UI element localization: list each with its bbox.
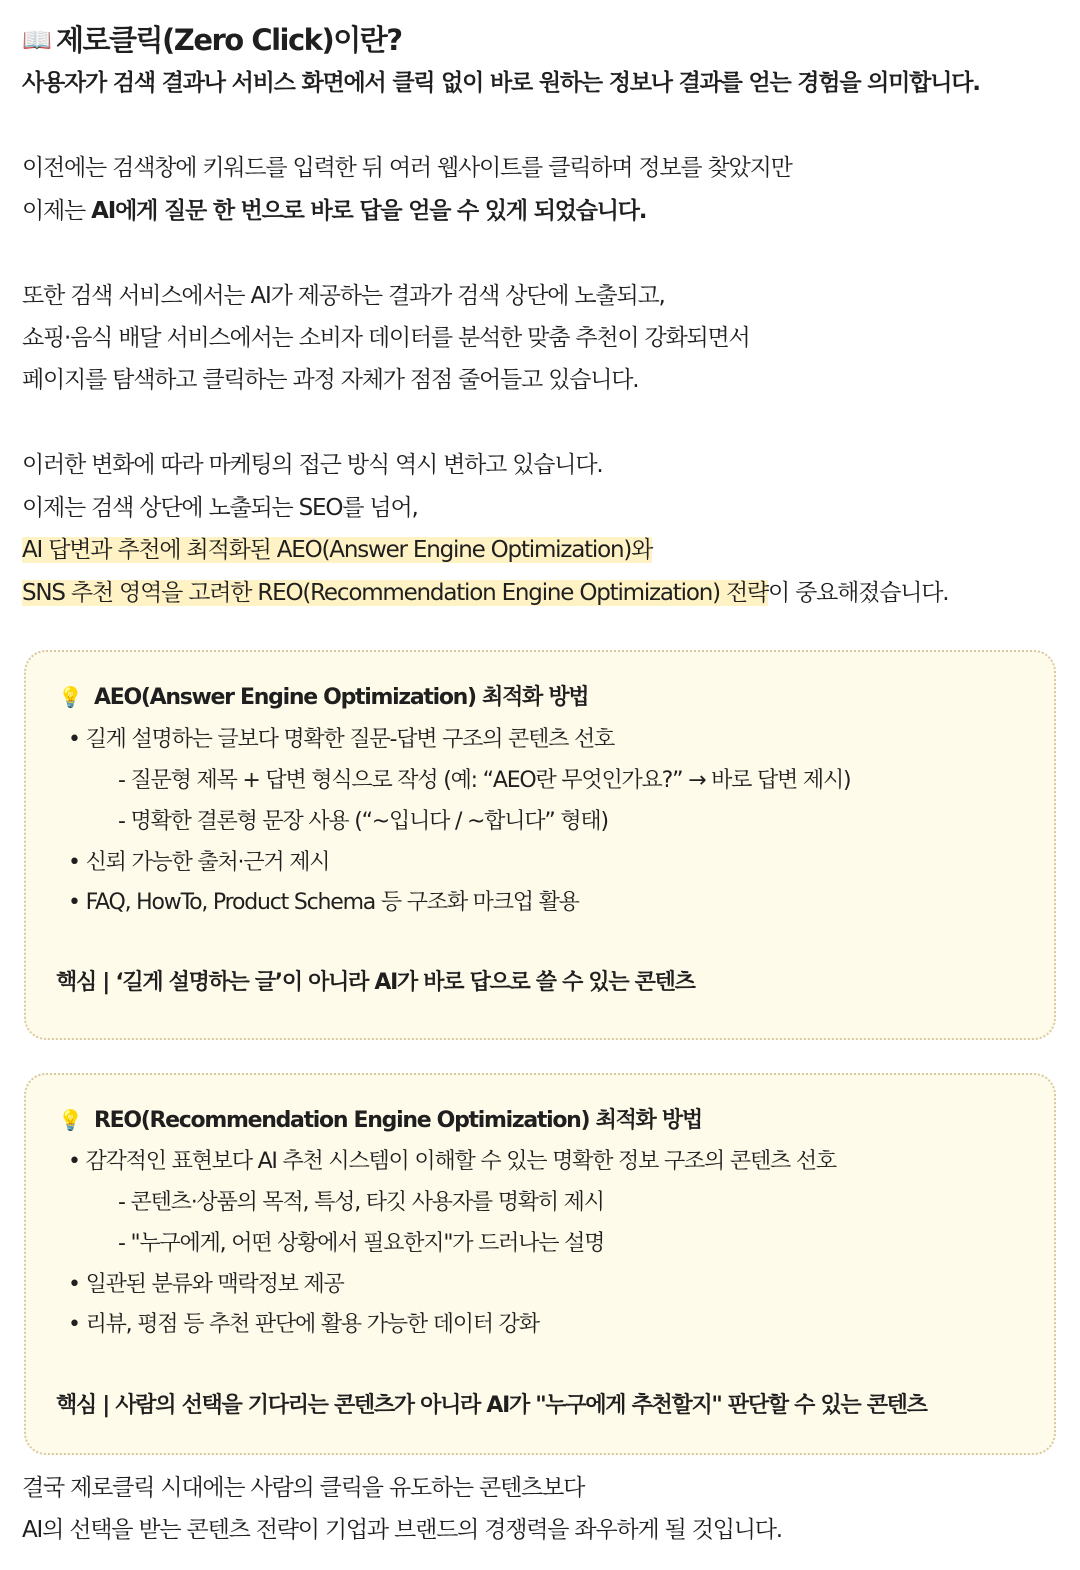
- aeo-bullet-3: • FAQ, HowTo, Product Schema 등 구조화 마크업 활용: [68, 890, 579, 915]
- aeo-callout-box: [24, 650, 1056, 1040]
- reo-bullet-3: • 리뷰, 평점 등 추천 판단에 활용 가능한 데이터 강화: [68, 1312, 539, 1337]
- para3-line4: [22, 576, 948, 610]
- para1-line2: [22, 194, 646, 228]
- para3-line3-highlight: AI 답변과 추천에 최적화된 AEO(Answer Engine Optimization)와: [22, 537, 653, 563]
- reo-bullet-2: • 일관된 분류와 맥락정보 제공: [68, 1272, 344, 1297]
- para3-line4-rest: 이 중요해졌습니다.: [768, 580, 949, 606]
- closing-line2: AI의 선택을 받는 콘텐츠 전략이 기업과 브랜드의 경쟁력을 좌우하게 될 것입니다.: [22, 1517, 782, 1543]
- title-text: 제로클릭(Zero Click)이란?: [56, 23, 402, 57]
- reo-callout-box: [24, 1073, 1056, 1455]
- reo-bullet-1: • 감각적인 표현보다 AI 추천 시스템이 이해할 수 있는 명확한 정보 구조의 콘텐츠 선호: [68, 1149, 836, 1174]
- para1-line1: 이전에는 검색창에 키워드를 입력한 뒤 여러 웹사이트를 클릭하며 정보를 찾았지만: [22, 155, 792, 181]
- open-book-icon: 📖: [22, 26, 51, 54]
- reo-sub-1: - 콘텐츠·상품의 목적, 특성, 타깃 사용자를 명확히 제시: [118, 1190, 604, 1215]
- aeo-sub-1: - 질문형 제목 + 답변 형식으로 작성 (예: “AEO란 무엇인가요?” → 바로 답변 제시): [118, 768, 851, 793]
- lightbulb-icon: 💡: [58, 685, 82, 709]
- para2-line3: 페이지를 탐색하고 클릭하는 과정 자체가 점점 줄어들고 있습니다.: [22, 367, 639, 393]
- aeo-bullet-2: • 신뢰 가능한 출처·근거 제시: [68, 850, 330, 875]
- aeo-bullet-1: • 길게 설명하는 글보다 명확한 질문-답변 구조의 콘텐츠 선호: [68, 727, 615, 752]
- para3-line2: 이제는 검색 상단에 노출되는 SEO를 넘어,: [22, 495, 418, 521]
- aeo-heading: [58, 680, 588, 711]
- para1-line2-prefix: 이제는: [22, 198, 92, 224]
- para1-line2-bold: AI에게 질문 한 번으로 바로 답을 얻을 수 있게 되었습니다.: [91, 198, 647, 224]
- para3-line1: 이러한 변화에 따라 마케팅의 접근 방식 역시 변하고 있습니다.: [22, 452, 603, 478]
- lightbulb-icon: 💡: [58, 1108, 82, 1132]
- aeo-sub-2: - 명확한 결론형 문장 사용 (“~입니다 / ~합니다” 형태): [118, 809, 608, 834]
- reo-core-summary: 핵심 | 사람의 선택을 기다리는 콘텐츠가 아니라 AI가 "누구에게 추천할지" 판단할 수 있는 콘텐츠: [56, 1393, 927, 1418]
- para3-line4-highlight: SNS 추천 영역을 고려한 REO(Recommendation Engine Optimization) 전략: [22, 580, 768, 606]
- subtitle: 사용자가 검색 결과나 서비스 화면에서 클릭 없이 바로 원하는 정보나 결과를 얻는 경험을 의미합니다.: [22, 70, 980, 96]
- para2-line2: 쇼핑·음식 배달 서비스에서는 소비자 데이터를 분석한 맞춤 추천이 강화되면서: [22, 325, 750, 351]
- aeo-heading-text: AEO(Answer Engine Optimization) 최적화 방법: [94, 685, 589, 710]
- reo-heading: [58, 1103, 702, 1134]
- reo-heading-text: REO(Recommendation Engine Optimization) 최적화 방법: [94, 1108, 702, 1133]
- reo-sub-2: - "누구에게, 어떤 상황에서 필요한지"가 드러나는 설명: [118, 1231, 605, 1256]
- aeo-core-summary: 핵심 | ‘길게 설명하는 글’이 아니라 AI가 바로 답으로 쓸 수 있는 콘텐츠: [56, 970, 695, 995]
- para3-line3: [22, 533, 652, 567]
- para2-line1: 또한 검색 서비스에서는 AI가 제공하는 결과가 검색 상단에 노출되고,: [22, 283, 665, 309]
- closing-line1: 결국 제로클릭 시대에는 사람의 클릭을 유도하는 콘텐츠보다: [22, 1475, 585, 1501]
- page-title: [22, 18, 402, 59]
